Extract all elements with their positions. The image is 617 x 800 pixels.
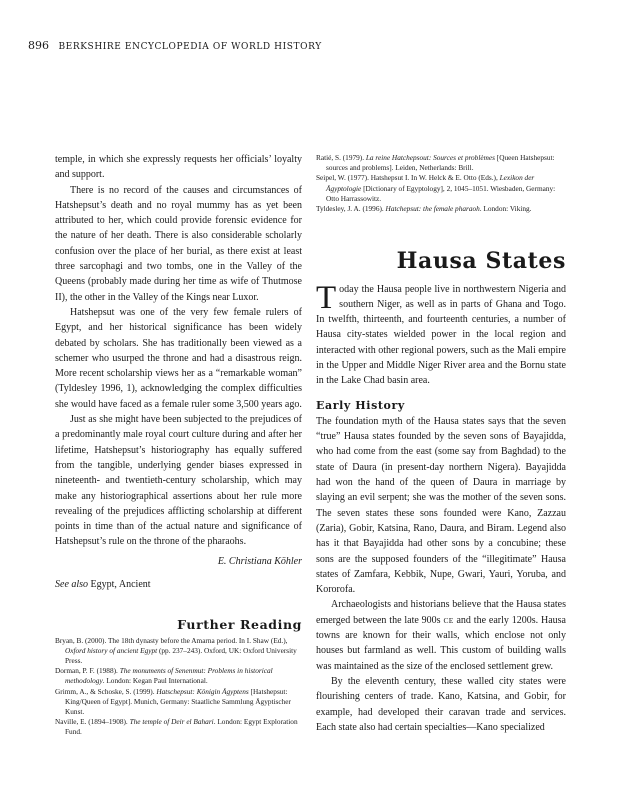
reference-entry: Grimm, A., & Schoske, S. (1999). Hatschepsut: Königin Ägyptens [Hatshepsut: King/Queen of Egypt]. Munich, Germany: Staatliche Sammlung Ägyptischer Kunst. [55,686,291,717]
running-header [28,39,322,52]
running-title: BERKSHIRE ENCYCLOPEDIA OF WORLD HISTORY [58,42,322,52]
drop-cap: T [316,279,337,316]
see-also [55,577,302,592]
paragraph: The foundation myth of the Hausa states says that the seven “true” Hausa states founded by the seven sons of Bayajidda, who had come from the east (some say from Baghdad) to the state of Daura (in present-day northern Nigera). Bayajidda had won the hand of the queen of Daura in marriage by slaying an evil serpent; she was the mother of the seven sons. The seven states these sons founded were Kano, Zazzau (Zaria), Gobir, Katsina, Rano, Daura, and Biram. Legend also has it that Bayajidda had other sons by a concubine; these sons are the supposed founders of the “illegitimate” Hausa states of Zamfara, Kebbik, Nupe, Gwari, Yauri, Yoruba, and Kororofa. [316,415,566,596]
section-heading-early-history: Early History [316,398,405,412]
paragraph: Hatshepsut was one of the very few female rulers of Egypt, and her historical significance has been widely debated by scholars. She has traditionally been viewed as a schemer who usurped the throne and had a disastrous reign. More recent scholarship views her as a “remarkable woman” (Tyldesley 1996, 1), acknowledging the complex difficulties she would have faced as a female ruler some 3,500 years ago. [55,306,302,410]
reference-entry: Seipel, W. (1977). Hatshepsut I. In W. Helck & E. Otto (Eds.), Lexikon der Ägyptologie [Dictionary of Egyptology], 2, 1045–1051. Wiesbaden, Germany: Otto Harrassowitz. [316,173,556,203]
article-author: E. Christiana Köhler [217,555,302,567]
reference-entry: Bryan, B. (2000). The 18th dynasty before the Amarna period. In I. Shaw (Ed.), Oxford history of ancient Egypt (pp. 237–243). Oxford, UK: Oxford University Press. [55,635,297,666]
see-also-label: See also [55,579,89,591]
reference-entry: Ratié, S. (1979). La reine Hatchepsout: Sources et problèmes [Queen Hatshepsut: sources and problems]. Leiden, Netherlands: Brill. [316,153,555,173]
further-reading-heading: Further Reading [177,617,302,633]
article-title: Hausa States [396,248,566,275]
right-column [316,153,566,735]
intro-paragraph: Today the Hausa people live in northwestern Nigeria and southern Niger, as well as in parts of Ghana and Togo. In twelfth, thirteenth, and fourteenth centuries, a number of Hausa city-states wielded power in the local region and interacted with other regional powers, such as the Mali empire in the Upper and Middle Niger River area and the Bornu state in the Lake Chad basin area. [316,279,566,387]
reference-entry: Naville, E. (1894–1908). The temple of Deir el Bahari. London: Egypt Exploration Fund. [55,717,298,737]
paragraph: Archaeologists and historians believe that the Hausa states emerged between the late 900s CE and the early 1200s. Hausa towns are known for their walls, which enclose not only houses but farmland as well. This custom of building walls was maintained as the size of the enclosed settlement grew. [316,599,566,672]
reference-entry: Tyldesley, J. A. (1996). Hatchepsut: the female pharaoh. London: Viking. [316,204,532,214]
paragraph: temple, in which she expressly requests her officials’ loyalty and support. [55,154,302,181]
left-column [55,152,302,738]
see-also-link[interactable]: Egypt, Ancient [90,579,151,591]
paragraph: Just as she might have been subjected to the prejudices of a predominantly male royal court culture during and after her lifetime, Hatshepsut’s historiography has equally suffered from the tangible, underlying gender biases expressed in nineteenth- and twentieth-century scholarship, which may make any historiographical assertions about her rule more revealing of the prejudices afflicting scholarship at different points in time than of the actual nature and significance of Hatshepsut’s rule on the throne of the pharaohs. [55,414,302,548]
page-number: 896 [28,39,49,52]
paragraph: There is no record of the causes and circumstances of Hatshepsut’s death and no royal mummy has as yet been attributed to her, which could provide forensic evidence for the nature of her death. There is also considerable scholarly confusion over the place of her burial, as there exist at least three sarcophagi and two tombs, one in the Valley of the Queens (probably made during her time as wife of Thutmose II), the other in the Valley of the Kings near Luxor. [55,184,302,303]
paragraph: By the eleventh century, these walled city states were flourishing centers of trade. Kano, Katsina, and Gobir, for example, had developed their caravan trade and services. Each state also had certain specialties—Kano specialized [316,675,566,733]
reference-entry: Dorman, P. F. (1988). The monuments of Senenmut: Problems in historical methodology. London: Kegan Paul International. [55,666,273,686]
